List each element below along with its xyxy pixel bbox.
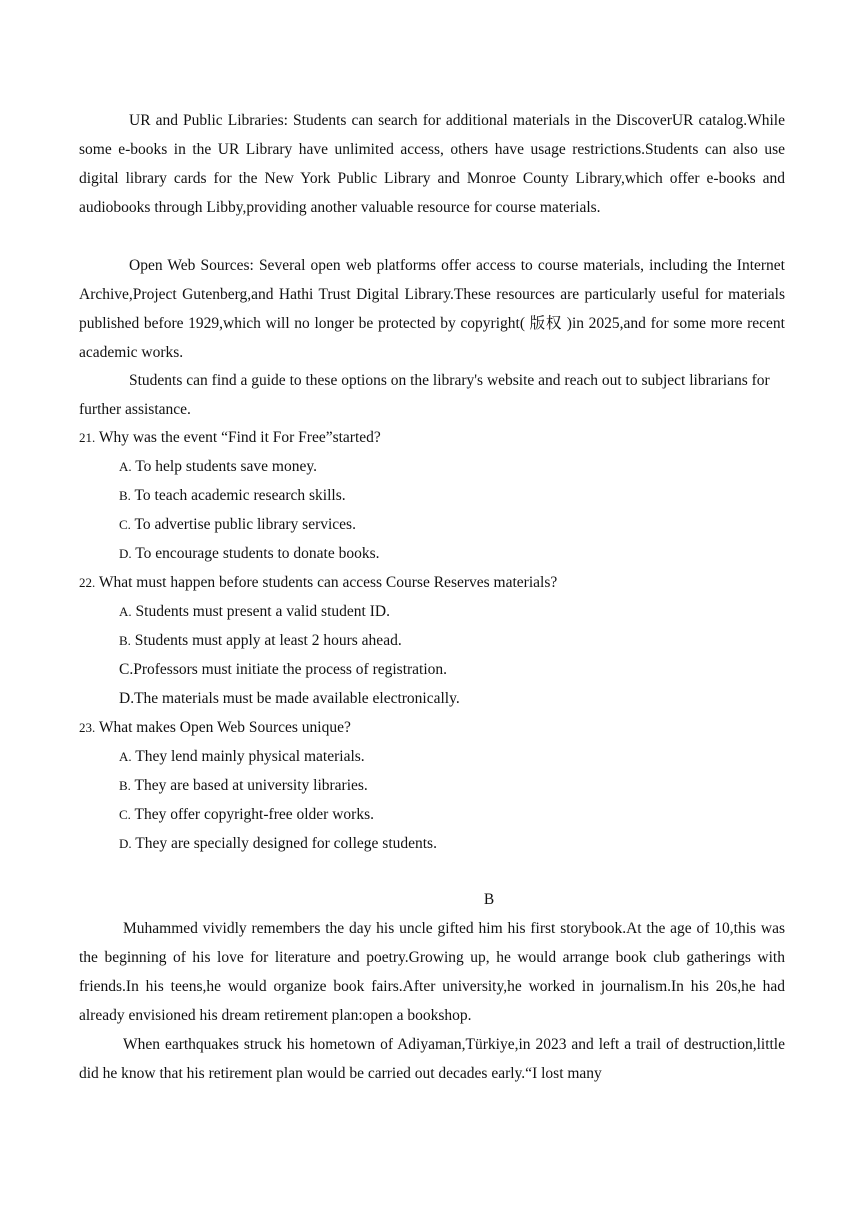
option-text: They offer copyright-free older works. xyxy=(134,806,374,823)
question-text: What must happen before students can access Course Reserves materials? xyxy=(98,574,558,591)
option-23-d xyxy=(119,834,437,854)
option-letter: A. xyxy=(119,749,132,764)
option-letter: A. xyxy=(119,604,132,619)
option-text: They lend mainly physical materials. xyxy=(135,748,365,765)
paragraph-muhammed: Muhammed vividly remembers the day his uncle gifted him his first storybook.At the age of 10,this was the beginning of his love for literature and poetry.Growing up, he would arrange book club gatherings with friends.In his teens,he would organize book fairs.After university,he worked in journalism.In his 20s,he had already envisioned his dream retirement plan:open a bookshop. xyxy=(79,920,785,1024)
option-23-b xyxy=(119,776,368,796)
option-text: To advertise public library services. xyxy=(134,516,356,533)
question-number: 22. xyxy=(79,575,96,590)
option-text: Students must apply at least 2 hours ahead. xyxy=(134,632,402,649)
option-text: To teach academic research skills. xyxy=(134,487,346,504)
option-22-c xyxy=(119,660,447,680)
paragraph-guide: Students can find a guide to these options on the library's website and reach out to subject librarians for further assistance. xyxy=(79,372,770,418)
option-text: The materials must be made available electronically. xyxy=(134,690,460,707)
option-letter: B. xyxy=(119,633,131,648)
paragraph-earthquakes: When earthquakes struck his hometown of Adiyaman,Türkiye,in 2023 and left a trail of destruction,little did he know that his retirement plan would be carried out decades early.“I lost many xyxy=(79,1036,785,1082)
option-23-a xyxy=(119,747,365,767)
option-text: They are based at university libraries. xyxy=(134,777,368,794)
option-22-d xyxy=(119,689,460,709)
option-letter: C. xyxy=(119,807,131,822)
question-23 xyxy=(79,718,351,738)
option-text: Students must present a valid student ID. xyxy=(135,603,390,620)
option-text: To help students save money. xyxy=(135,458,317,475)
section-b-heading: B xyxy=(483,891,495,908)
option-letter: C. xyxy=(119,517,131,532)
question-21 xyxy=(79,428,381,448)
option-21-a xyxy=(119,457,317,477)
question-number: 21. xyxy=(79,430,96,445)
option-21-c xyxy=(119,515,356,535)
option-letter: D. xyxy=(119,546,132,561)
question-text: What makes Open Web Sources unique? xyxy=(98,719,351,736)
paragraph-open-web-sources: Open Web Sources: Several open web platforms offer access to course materials, including the Internet Archive,Project Gutenberg,and Hathi Trust Digital Library.These resources are particularly useful for materials published before 1929,which will no longer be protected by copyright( 版权 )in 2025,and for some more recent academic works. xyxy=(79,257,785,361)
paragraph-ur-public-libraries: UR and Public Libraries: Students can search for additional materials in the DiscoverUR catalog.While some e-books in the UR Library have unlimited access, others have usage restrictions.Students can also use digital library cards for the New York Public Library and Monroe County Library,which offer e-books and audiobooks through Libby,providing another valuable resource for course materials. xyxy=(79,112,785,216)
question-number: 23. xyxy=(79,720,96,735)
option-letter: B. xyxy=(119,488,131,503)
option-letter: A. xyxy=(119,459,132,474)
option-letter: B. xyxy=(119,778,131,793)
option-text: They are specially designed for college students. xyxy=(135,835,437,852)
option-21-b xyxy=(119,486,346,506)
option-text: Professors must initiate the process of registration. xyxy=(133,661,448,678)
option-letter: C. xyxy=(119,661,134,678)
option-23-c xyxy=(119,805,374,825)
option-22-b xyxy=(119,631,402,651)
option-22-a xyxy=(119,602,390,622)
question-22 xyxy=(79,573,557,593)
option-21-d xyxy=(119,544,380,564)
option-letter: D. xyxy=(119,836,132,851)
question-text: Why was the event “Find it For Free”started? xyxy=(98,429,381,446)
option-text: To encourage students to donate books. xyxy=(135,545,380,562)
option-letter: D. xyxy=(119,690,135,707)
